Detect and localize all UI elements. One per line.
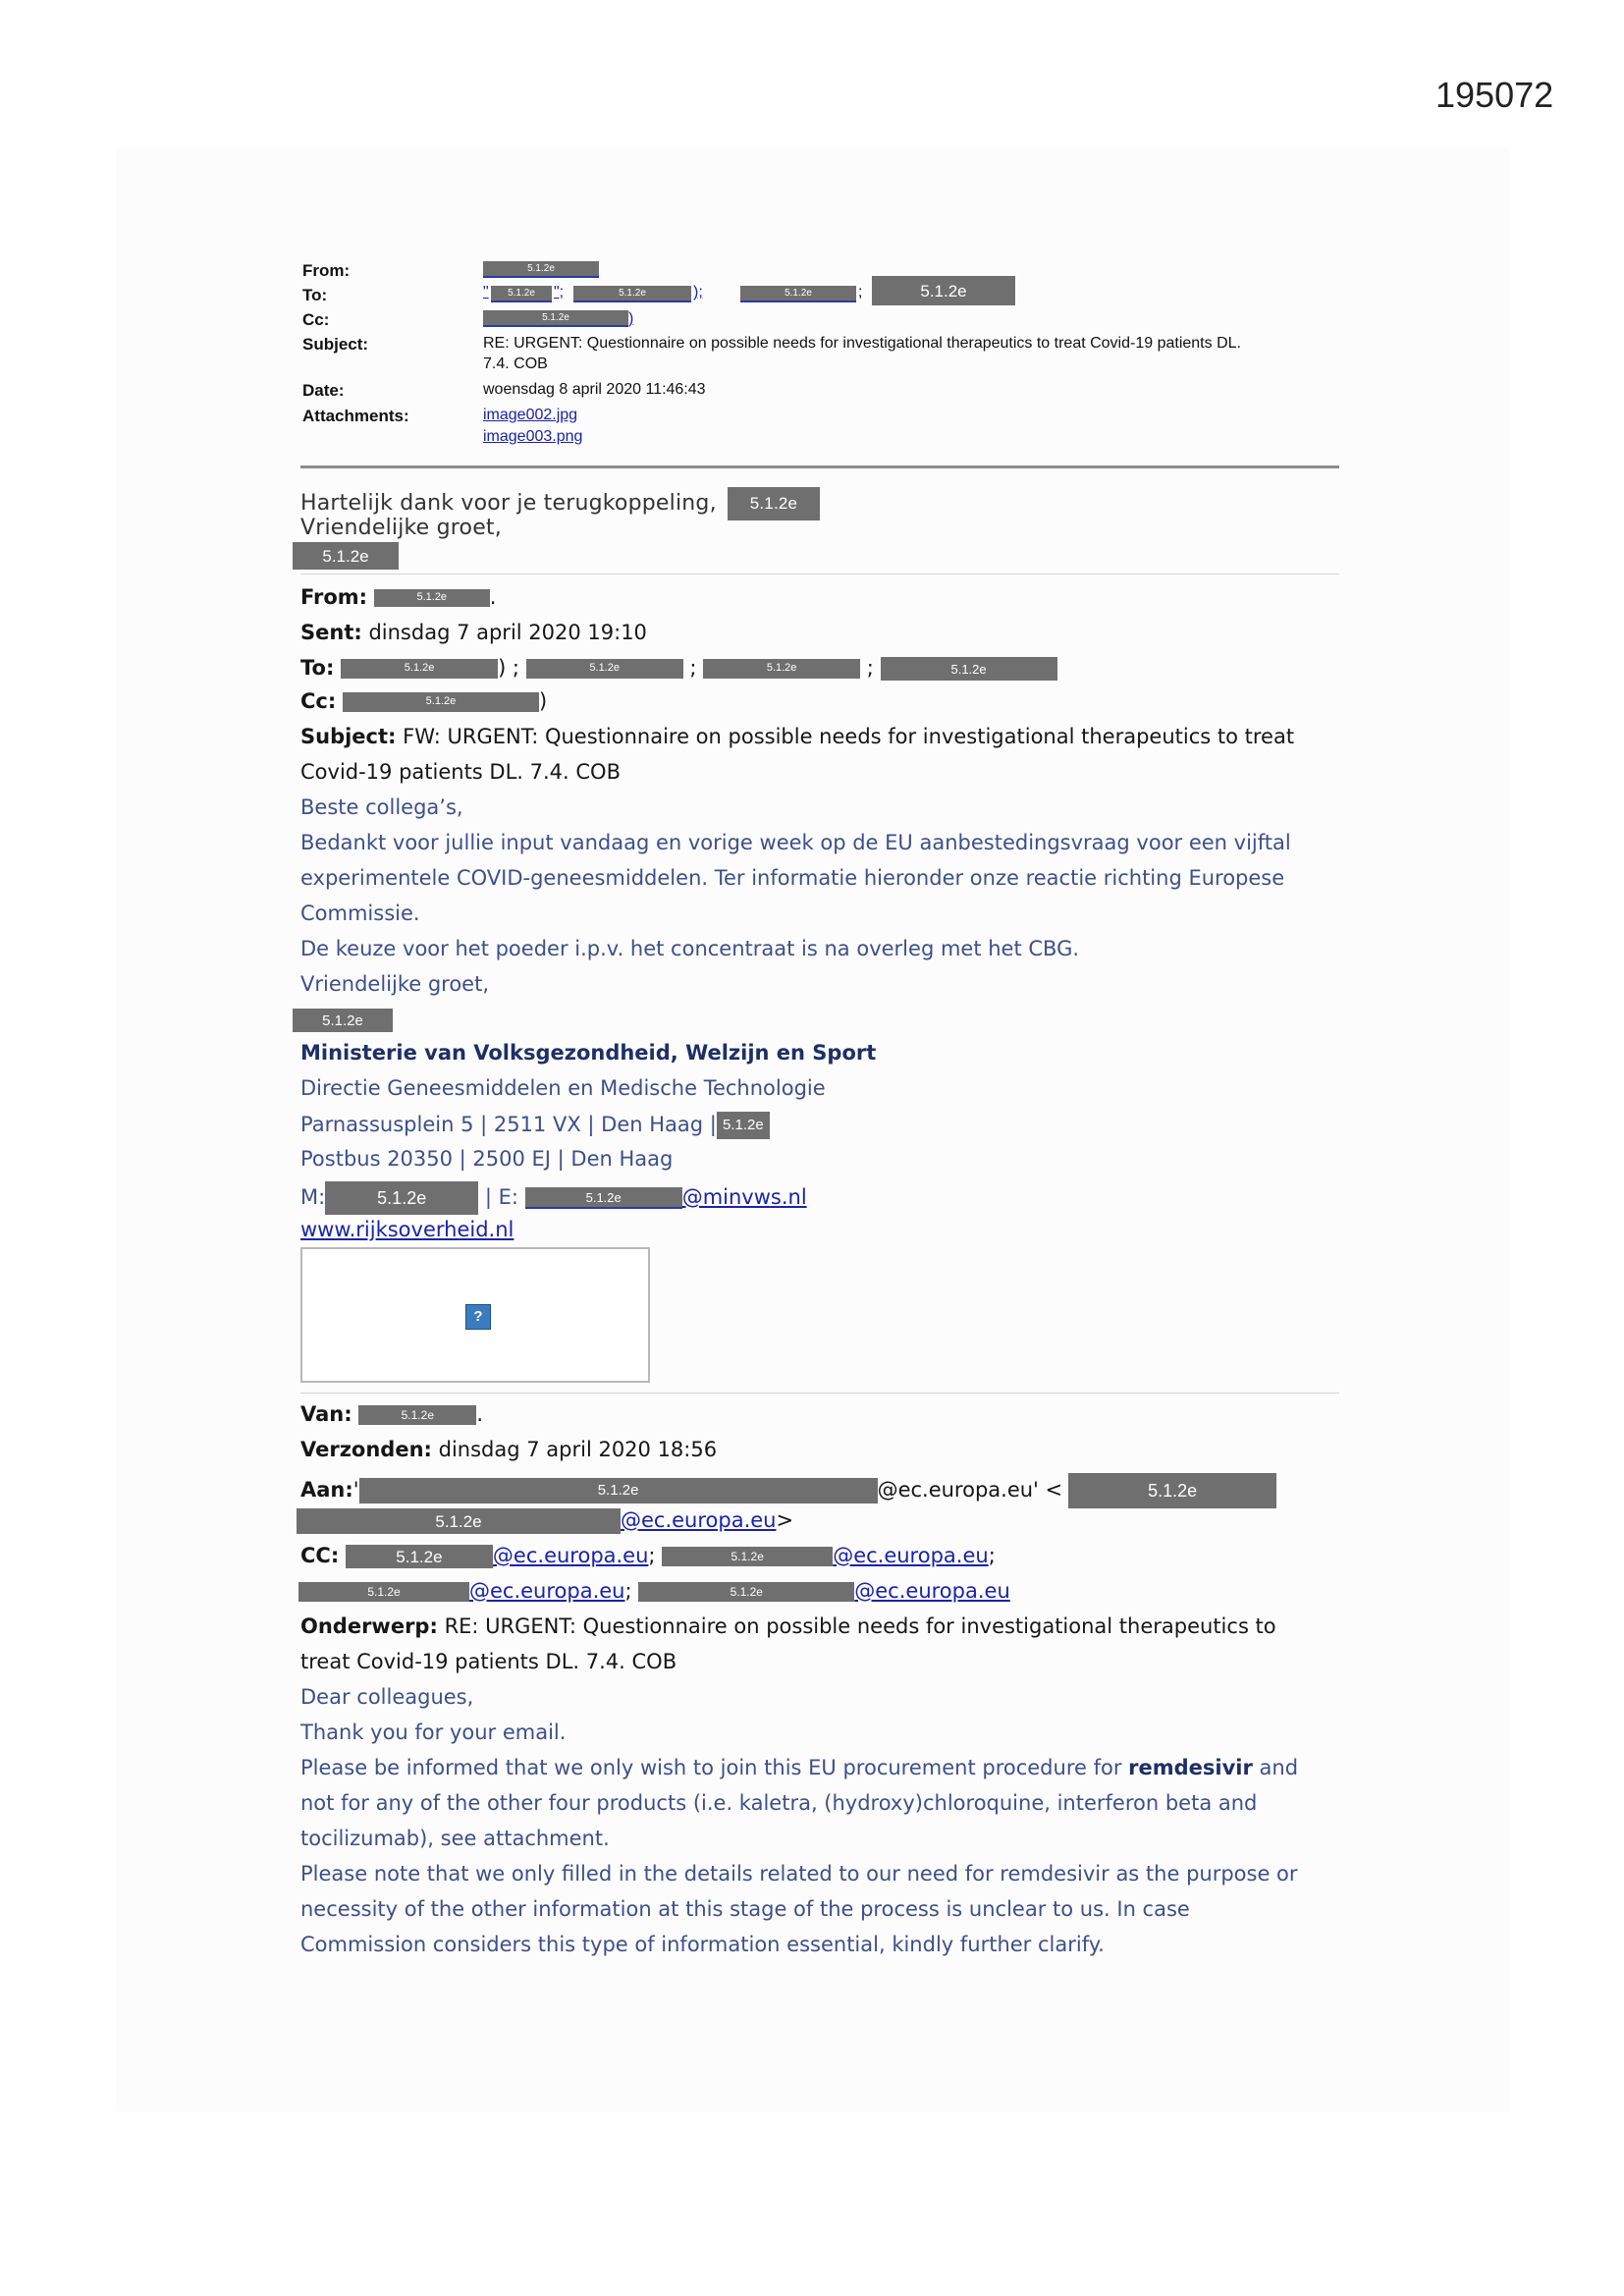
signature-org: Ministerie van Volksgezondheid, Welzijn en Sport (300, 1041, 877, 1065)
subject-cont: Covid-19 patients DL. 7.4. COB (300, 760, 621, 784)
redaction: 5.1.2e (293, 542, 399, 570)
onderwerp-line (300, 1614, 1276, 1638)
divider (300, 1393, 1339, 1394)
date-value: woensdag 8 april 2020 11:46:43 (483, 381, 706, 398)
sent-line (300, 621, 647, 644)
broken-image-icon: ? (465, 1304, 491, 1330)
body-line: Commission considers this type of information essential, kindly further clarify. (300, 1933, 1105, 1956)
broken-image-placeholder (300, 1247, 650, 1383)
signature-dept: Directie Geneesmiddelen en Medische Technologie (300, 1076, 826, 1100)
body-line: necessity of the other information at this stage of the process is unclear to us. In case (300, 1897, 1190, 1921)
verzonden-line (300, 1438, 717, 1461)
attachments-label: Attachments: (302, 407, 409, 425)
reply-text: Hartelijk dank voor je terugkoppeling, (300, 491, 717, 516)
email-link[interactable]: @ec.europa.eu (854, 1579, 1010, 1603)
redaction: 5.1.2e (297, 1508, 621, 1534)
mobile-label: M: (300, 1185, 326, 1209)
cc-label: CC: (300, 1544, 340, 1567)
redaction: 5.1.2e (483, 261, 599, 278)
redaction: 5.1.2e (346, 1545, 493, 1568)
redaction: 5.1.2e (728, 487, 820, 520)
attachment-link[interactable]: image003.png (483, 428, 583, 445)
cc-label: Cc: (300, 689, 337, 713)
email-link[interactable]: @ec.europa.eu (621, 1508, 777, 1532)
body-text: and (1252, 1756, 1299, 1779)
email-label: | E: (484, 1185, 518, 1209)
aan-line-2 (297, 1508, 793, 1534)
subject-text-cont: 7.4. COB (483, 355, 548, 372)
redaction: 5.1.2e (293, 1009, 393, 1032)
to-label: To: (302, 286, 328, 304)
signature-address (300, 1112, 770, 1139)
body-line: Please note that we only filled in the details related to our need for remdesivir as the purpose or (300, 1862, 1298, 1886)
subject-line (300, 725, 1294, 748)
verzonden-value: dinsdag 7 april 2020 18:56 (438, 1438, 718, 1461)
body-line: not for any of the other four products (i.e. kaletra, (hydroxy)chloroquine, interferon beta and (300, 1791, 1258, 1815)
website-line (300, 1218, 514, 1241)
redaction: 5.1.2e (526, 659, 683, 679)
redaction: 5.1.2e (872, 276, 1015, 305)
signature-postbus: Postbus 20350 | 2500 EJ | Den Haag (300, 1147, 674, 1171)
cc-line-2: CC: 5.1.2e @ec.europa.eu; 5.1.2e @ec.europa.eu; (300, 1544, 996, 1567)
cc-line-3: 5.1.2e @ec.europa.eu; 5.1.2e @ec.europa.eu (298, 1579, 1010, 1603)
from-line: From: 5.1.2e . (300, 585, 497, 609)
redaction: 5.1.2e (491, 286, 552, 302)
body-line: Thank you for your email. (300, 1721, 567, 1744)
van-label: Van: (300, 1402, 352, 1426)
onderwerp-cont: treat Covid-19 patients DL. 7.4. COB (300, 1650, 677, 1673)
body-line: De keuze voor het poeder i.p.v. het concentraat is na overleg met het CBG. (300, 937, 1080, 960)
body-line: tocilizumab), see attachment. (300, 1827, 610, 1850)
body-line: Commissie. (300, 902, 420, 925)
redaction: 5.1.2e (662, 1547, 833, 1566)
redaction: 5.1.2e (298, 1582, 469, 1602)
website-link[interactable]: www.rijksoverheid.nl (300, 1218, 514, 1241)
attachment-link[interactable]: image002.jpg (483, 407, 578, 423)
body-line: Bedankt voor jullie input vandaag en vorige week op de EU aanbestedingsvraag voor een vijftal (300, 831, 1291, 854)
body-line (300, 1756, 1298, 1779)
address-text: Parnassusplein 5 | 2511 VX | Den Haag | (300, 1113, 717, 1136)
email-link[interactable]: @minvws.nl (681, 1185, 807, 1209)
redaction: 5.1.2e (573, 286, 691, 302)
to-label: To: (300, 656, 335, 680)
redaction: 5.1.2e (374, 589, 490, 607)
email-link[interactable]: @ec.europa.eu (833, 1544, 989, 1567)
subject-label: Subject: (302, 335, 369, 354)
reply-closing: Vriendelijke groet, (300, 516, 502, 540)
redaction: 5.1.2e (703, 659, 860, 679)
quote: ' (352, 1478, 359, 1502)
from-label: From: (302, 261, 351, 280)
redaction: 5.1.2e (343, 692, 539, 712)
header-divider (300, 465, 1339, 468)
onderwerp-text: RE: URGENT: Questionnaire on possible needs for investigational therapeutics to (444, 1614, 1276, 1638)
body-line: experimentele COVID-geneesmiddelen. Ter informatie hieronder onze reactie richting Europese (300, 866, 1285, 890)
onderwerp-label: Onderwerp: (300, 1614, 438, 1638)
document-number: 195072 (1435, 75, 1554, 115)
email-link[interactable]: @ec.europa.eu (492, 1544, 649, 1567)
redaction: 5.1.2e (1068, 1473, 1276, 1508)
body-bold: remdesivir (1128, 1756, 1253, 1779)
redaction: 5.1.2e (881, 657, 1057, 681)
bracket: > (776, 1508, 794, 1532)
subject-text: RE: URGENT: Questionnaire on possible needs for investigational therapeutics to treat Covid-19 patients DL. (483, 335, 1241, 352)
signature-contact (300, 1181, 807, 1215)
redaction: 5.1.2e (638, 1582, 854, 1602)
verzonden-label: Verzonden: (300, 1438, 432, 1461)
to-line: To: 5.1.2e ) ; 5.1.2e ; 5.1.2e ; 5.1.2e (300, 656, 1057, 681)
aan-line (300, 1473, 1276, 1508)
redaction: 5.1.2e (483, 310, 628, 327)
subject-label: Subject: (300, 725, 397, 748)
from-label: From: (300, 585, 368, 609)
body-line: Beste collega’s, (300, 795, 463, 819)
cc-label: Cc: (302, 310, 330, 329)
date-label: Date: (302, 381, 345, 400)
redaction: 5.1.2e (358, 1405, 476, 1425)
aan-label: Aan: (300, 1478, 353, 1502)
body-text: Please be informed that we only wish to join this EU procurement procedure for (300, 1756, 1129, 1779)
redaction: 5.1.2e (359, 1478, 878, 1503)
redaction: 5.1.2e (341, 659, 498, 679)
cc-line: Cc: 5.1.2e ) (300, 689, 548, 713)
redaction: 5.1.2e (717, 1112, 770, 1139)
body-line: Vriendelijke groet, (300, 972, 490, 996)
van-line: Van: 5.1.2e . (300, 1402, 483, 1426)
redaction: 5.1.2e (325, 1181, 478, 1215)
aan-tail: @ec.europa.eu' < (877, 1478, 1063, 1502)
redaction: 5.1.2e (740, 286, 856, 302)
subject-text: FW: URGENT: Questionnaire on possible needs for investigational therapeutics to treat (403, 725, 1295, 748)
sent-label: Sent: (300, 621, 362, 644)
body-line: Dear colleagues, (300, 1685, 474, 1709)
email-link[interactable]: @ec.europa.eu (469, 1579, 625, 1603)
redaction: 5.1.2e (525, 1187, 682, 1209)
sent-value: dinsdag 7 april 2020 19:10 (368, 621, 647, 644)
